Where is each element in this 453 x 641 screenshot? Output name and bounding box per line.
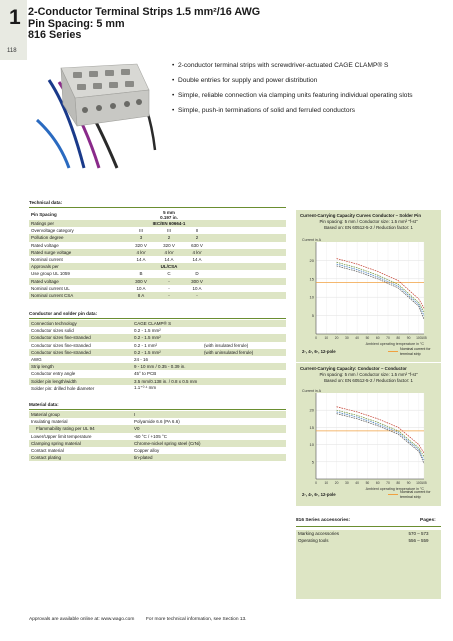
row-value: 630 V [183,242,211,249]
row-label: Rated surge voltage [29,249,127,256]
accessories-title: 816 Series accessories: [296,518,351,523]
chart-1-legend-nominal [400,347,438,356]
chart-2-legend-nominal [400,490,438,499]
row-label: Use group UL 1059 [29,270,127,277]
conductor-data-heading: Conductor and solder pin data: [29,311,98,316]
row-value: 10 A [127,285,155,292]
row-label: Rated voltage [29,242,127,249]
x-tick-label: 10 [324,336,329,340]
row-label: Contact material [29,447,132,454]
section-tab [0,0,27,60]
row-label: Conductor sizes fine-stranded [29,349,132,356]
feature-item: • Simple, reliable connection via clamping units featuring individual operating slots [172,92,442,100]
chart-2-legend-series-label: 2-, 4-, 6-, 12-pole [302,492,336,497]
row-value: Polyamide 6.6 (PA 6.6) [132,418,286,425]
row-value: I [132,411,286,418]
row-label: AWG [29,356,132,363]
x-tick-label: 80 [396,481,401,485]
x-tick-label: 20 [334,336,339,340]
chart-1-subtitle-1: Pin spacing: 5 mm / Conductor size: 1.5 mm² "f-st" [319,219,418,224]
x-tick-label: 50 [365,336,370,340]
footer-more-info: For more technical information, see Section 13. [146,617,247,622]
row-note [202,356,286,363]
row-label: Material group [29,411,132,418]
chart-2-subtitle-1: Pin spacing: 5 mm / Conductor size: 1.5 mm² "f-st" [319,372,418,377]
x-tick-label: 90 [406,481,411,485]
x-tick-label: 70 [386,336,390,340]
row-label: Nominal current CSA [29,292,127,299]
row-note: (with insulated ferrule) [202,342,286,349]
row-label: Pollution degree [29,234,127,241]
row-value: 2 [155,234,183,241]
pin-spacing-value-inch: 0.197 in. [160,214,178,220]
row-value: III [127,227,155,234]
row-pages: 556 – 559 [396,537,441,544]
row-label: Clamping spring material [29,440,132,447]
row-pages: 570 – 573 [396,530,441,537]
row-note [202,327,286,334]
row-value: - [155,278,183,285]
chart-1-legend-series [302,349,336,354]
chart-2-subtitle-2: Based on: EN 60512-5-2 / Reduction factor: 1 [324,377,413,383]
row-value: B [127,270,155,277]
row-note [202,320,286,327]
row-value: 300 V [127,278,155,285]
row-value: 14 A [183,256,211,263]
y-tick-label: 5 [311,459,314,465]
row-value: 1.1⁺⁰·¹ mm [132,385,202,392]
row-note [202,334,286,341]
row-value: 4 kV [183,249,211,256]
row-note [202,378,286,385]
row-label: Lower/Upper limit temperature [29,433,132,440]
x-tick-label: 40 [355,336,359,340]
page-title [28,7,260,42]
row-value: UL/CSA [127,263,211,270]
row-label: Conductor sizes fine-stranded [29,334,132,341]
row-value: CAGE CLAMP® S [132,320,202,327]
row-value: Copper alloy [132,447,286,454]
x-tick-label: 90 [406,336,411,340]
x-tick-label: 0 [315,336,317,340]
row-label: Insulating material [29,418,132,425]
row-value: 320 V [127,242,155,249]
row-label: Rated voltage [29,278,127,285]
row-label: Operating tools [296,537,396,544]
row-label: Strip length [29,363,132,370]
row-label: Flammability rating per UL 94 [29,425,132,432]
x-tick-label: 70 [386,481,390,485]
row-value: 24 - 16 [132,356,202,363]
row-value: 14 A [127,256,155,263]
plot-area [316,242,424,334]
pin-spacing-label: Pin Spacing [29,209,127,220]
x-tick-label: 0 [315,481,317,485]
feature-list [172,62,442,122]
x-tick-label: 105 [421,481,427,485]
row-value: C [155,270,183,277]
row-value: 300 V [183,278,211,285]
x-tick-label: 100 [416,336,422,340]
material-data-heading: Material data: [29,402,59,407]
nominal-line-swatch [388,351,398,352]
row-label: Contact plating [29,454,132,461]
row-value: - [155,285,183,292]
material-data-table [29,411,286,461]
row-label: Conductor sizes solid [29,327,132,334]
x-axis-label: Ambient operating temperature in °C [365,487,424,491]
chart-2-legend-nominal-label: Nominal current for terminal strip [400,490,431,499]
row-label: Ratings per [29,220,127,227]
chart-1-legend-nominal-label: Nominal current for terminal strip [400,347,431,356]
row-value: IEC/EN 60664-1 [127,220,211,227]
y-tick-label: 10 [309,442,314,448]
technical-data-table [29,209,286,299]
divider [29,318,286,319]
pin-spacing-value: 5 mm [163,209,175,215]
row-value: 4 kV [155,249,183,256]
accessories-pages-header: Pages: [420,518,436,523]
y-tick-label: 20 [309,407,314,413]
row-note [202,385,286,392]
row-label: Conductor sizes fine-stranded [29,342,132,349]
row-value: - [183,292,211,299]
feature-item: • 2-conductor terminal strips with screwdriver-actuated CAGE CLAMP® S [172,62,442,70]
x-tick-label: 60 [375,336,380,340]
row-value: D [183,270,211,277]
row-label: Conductor entry angle [29,370,132,377]
row-label: Connection technology [29,320,132,327]
row-note: (with uninsulated ferrule) [202,349,286,356]
title-line-3: 816 Series [28,29,82,41]
row-value: 0.2 - 1.5 mm² [132,327,202,334]
x-tick-label: 10 [324,481,329,485]
x-tick-label: 50 [365,481,370,485]
row-note [202,363,286,370]
row-value: 9 - 10 mm / 0.35 - 0.39 in. [132,363,202,370]
row-label: Marking accessories [296,530,396,537]
y-tick-label: 10 [309,294,314,300]
row-value: 8 A [127,292,155,299]
chart-1-plot [296,234,441,358]
row-value: 3.5 mm/0.138 in. / 0.8 x 0.5 mm [132,378,202,385]
row-label: Approvals per [29,263,127,270]
chart-1-subtitle-2: Based on: EN 60512-5-2 / Reduction factor: 1 [324,224,413,230]
x-tick-label: 105 [421,336,427,340]
section-number: 1 [9,6,21,29]
row-value: 4 kV [127,249,155,256]
page-number: 118 [7,48,17,54]
y-axis-label: Current in A [302,389,321,393]
nominal-line-swatch [388,494,398,495]
x-tick-label: 30 [345,481,349,485]
x-tick-label: 100 [416,481,422,485]
row-value: II [183,227,211,234]
x-tick-label: 20 [334,481,339,485]
y-tick-label: 20 [309,257,314,263]
row-value: V0 [132,425,286,432]
row-value: - [155,292,183,299]
row-label: Nominal current UL [29,285,127,292]
footer-approvals: Approvals are available online at: www.wago.com [29,617,135,622]
y-tick-label: 15 [309,276,314,282]
row-value: III [155,227,183,234]
title-line-1: 2-Conductor Terminal Strips 1.5 mm²/16 AWG [28,6,261,18]
row-value: 0.2 - 1.5 mm² [132,349,202,356]
y-tick-label: 15 [309,424,314,430]
row-label: Overvoltage category [29,227,127,234]
chart-2-plot [296,385,441,502]
row-value: 14 A [155,256,183,263]
row-value: -60 °C / +105 °C [132,433,286,440]
accessories-table [296,530,441,599]
y-axis-label: Current in A [302,238,321,242]
row-value: 10 A [183,285,211,292]
row-value: 0.2 - 1 mm² [132,342,202,349]
technical-data-heading: Technical data: [29,200,63,205]
x-tick-label: 40 [355,481,359,485]
y-tick-label: 5 [311,313,314,319]
title-line-2: Pin Spacing: 5 mm [28,17,125,30]
row-value: 320 V [155,242,183,249]
feature-item: • Double entries for supply and power distribution [172,77,442,85]
row-value: 0.2 - 1.5 mm² [132,334,202,341]
row-value: 45° to PCB [132,370,202,377]
x-axis-label: Ambient operating temperature in °C [365,342,424,346]
row-note [202,370,286,377]
feature-item: • Simple, push-in terminations of solid and ferruled conductors [172,107,442,115]
x-tick-label: 80 [396,336,401,340]
chart-panel-1 [296,210,441,362]
divider [29,207,286,208]
row-value: 2 [183,234,211,241]
row-label: Solder pin length/width [29,378,132,385]
row-value: Chrome-nickel spring steel (CrNi) [132,440,286,447]
plot-area [316,393,424,479]
chart-1-title: Current-Carrying Capacity Curves Conductor – Solder Pin [300,213,422,218]
chart-2-title: Current-Carrying Capacity: Conductor – Conductor [300,366,407,371]
row-label: Solder pin: drilled hole diameter [29,385,132,392]
chart-2-legend-series [302,492,336,497]
row-label: Nominal current [29,256,127,263]
divider [296,526,441,527]
product-photo [29,60,157,170]
chart-panel-2 [296,363,441,506]
x-tick-label: 60 [375,481,380,485]
row-value: tin-plated [132,454,286,461]
chart-1-legend-series-label: 2-, 4-, 6-, 12-pole [302,349,336,354]
row-value: 3 [127,234,155,241]
conductor-data-table [29,320,286,392]
divider [29,409,286,410]
x-tick-label: 30 [345,336,349,340]
